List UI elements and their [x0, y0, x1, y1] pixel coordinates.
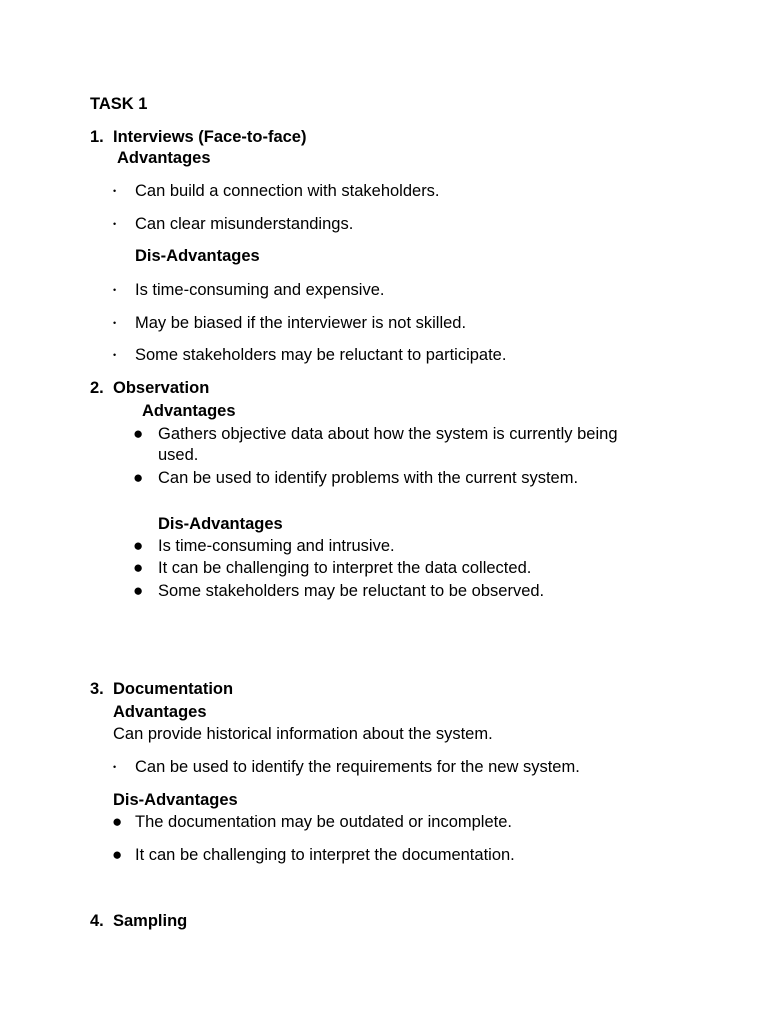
- list-item: May be biased if the interviewer is not skilled.: [135, 314, 467, 332]
- list-item: Can be used to identify the requirements for the new system.: [135, 758, 580, 776]
- bullet-icon: ●: [112, 812, 123, 831]
- section-3-number: 3.: [90, 680, 104, 698]
- list-item: Is time-consuming and expensive.: [135, 281, 385, 299]
- list-item: Gathers objective data about how the system is currently being: [158, 425, 618, 443]
- list-item: Can be used to identify problems with the current system.: [158, 469, 579, 487]
- bullet-icon: •: [113, 762, 117, 772]
- list-item-continuation: used.: [158, 446, 199, 464]
- bullet-icon: ●: [133, 558, 144, 577]
- section-3-advantages-label: Advantages: [113, 703, 207, 721]
- bullet-icon: •: [113, 350, 117, 360]
- section-3-disadvantages-label: Dis-Advantages: [113, 791, 238, 809]
- section-1-title: Interviews (Face-to-face): [113, 128, 307, 146]
- list-item: Some stakeholders may be reluctant to be observed.: [158, 582, 545, 600]
- list-item: Is time-consuming and intrusive.: [158, 537, 395, 555]
- list-item: The documentation may be outdated or incomplete.: [135, 813, 512, 831]
- section-1-advantages-label: Advantages: [117, 149, 211, 167]
- list-item: Can build a connection with stakeholders.: [135, 182, 440, 200]
- document-heading: TASK 1: [90, 95, 148, 113]
- section-4-title: Sampling: [113, 912, 188, 930]
- bullet-icon: ●: [133, 581, 144, 600]
- bullet-icon: •: [113, 285, 117, 295]
- list-item: Can clear misunderstandings.: [135, 215, 354, 233]
- section-1-number: 1.: [90, 128, 104, 146]
- bullet-icon: ●: [112, 845, 123, 864]
- list-item: It can be challenging to interpret the data collected.: [158, 559, 532, 577]
- section-2-number: 2.: [90, 379, 104, 397]
- section-3-title: Documentation: [113, 680, 234, 698]
- bullet-icon: ●: [133, 424, 144, 443]
- section-2-disadvantages-label: Dis-Advantages: [158, 515, 283, 533]
- section-4-number: 4.: [90, 912, 104, 930]
- list-item: It can be challenging to interpret the documentation.: [135, 846, 515, 864]
- bullet-icon: •: [113, 219, 117, 229]
- section-1-disadvantages-label: Dis-Advantages: [135, 247, 260, 265]
- bullet-icon: •: [113, 186, 117, 196]
- section-2-advantages-label: Advantages: [142, 402, 236, 420]
- section-2-title: Observation: [113, 379, 210, 397]
- section-3-advantages-intro: Can provide historical information about the system.: [113, 725, 493, 743]
- bullet-icon: ●: [133, 468, 144, 487]
- bullet-icon: ●: [133, 536, 144, 555]
- list-item: Some stakeholders may be reluctant to participate.: [135, 346, 507, 364]
- bullet-icon: •: [113, 318, 117, 328]
